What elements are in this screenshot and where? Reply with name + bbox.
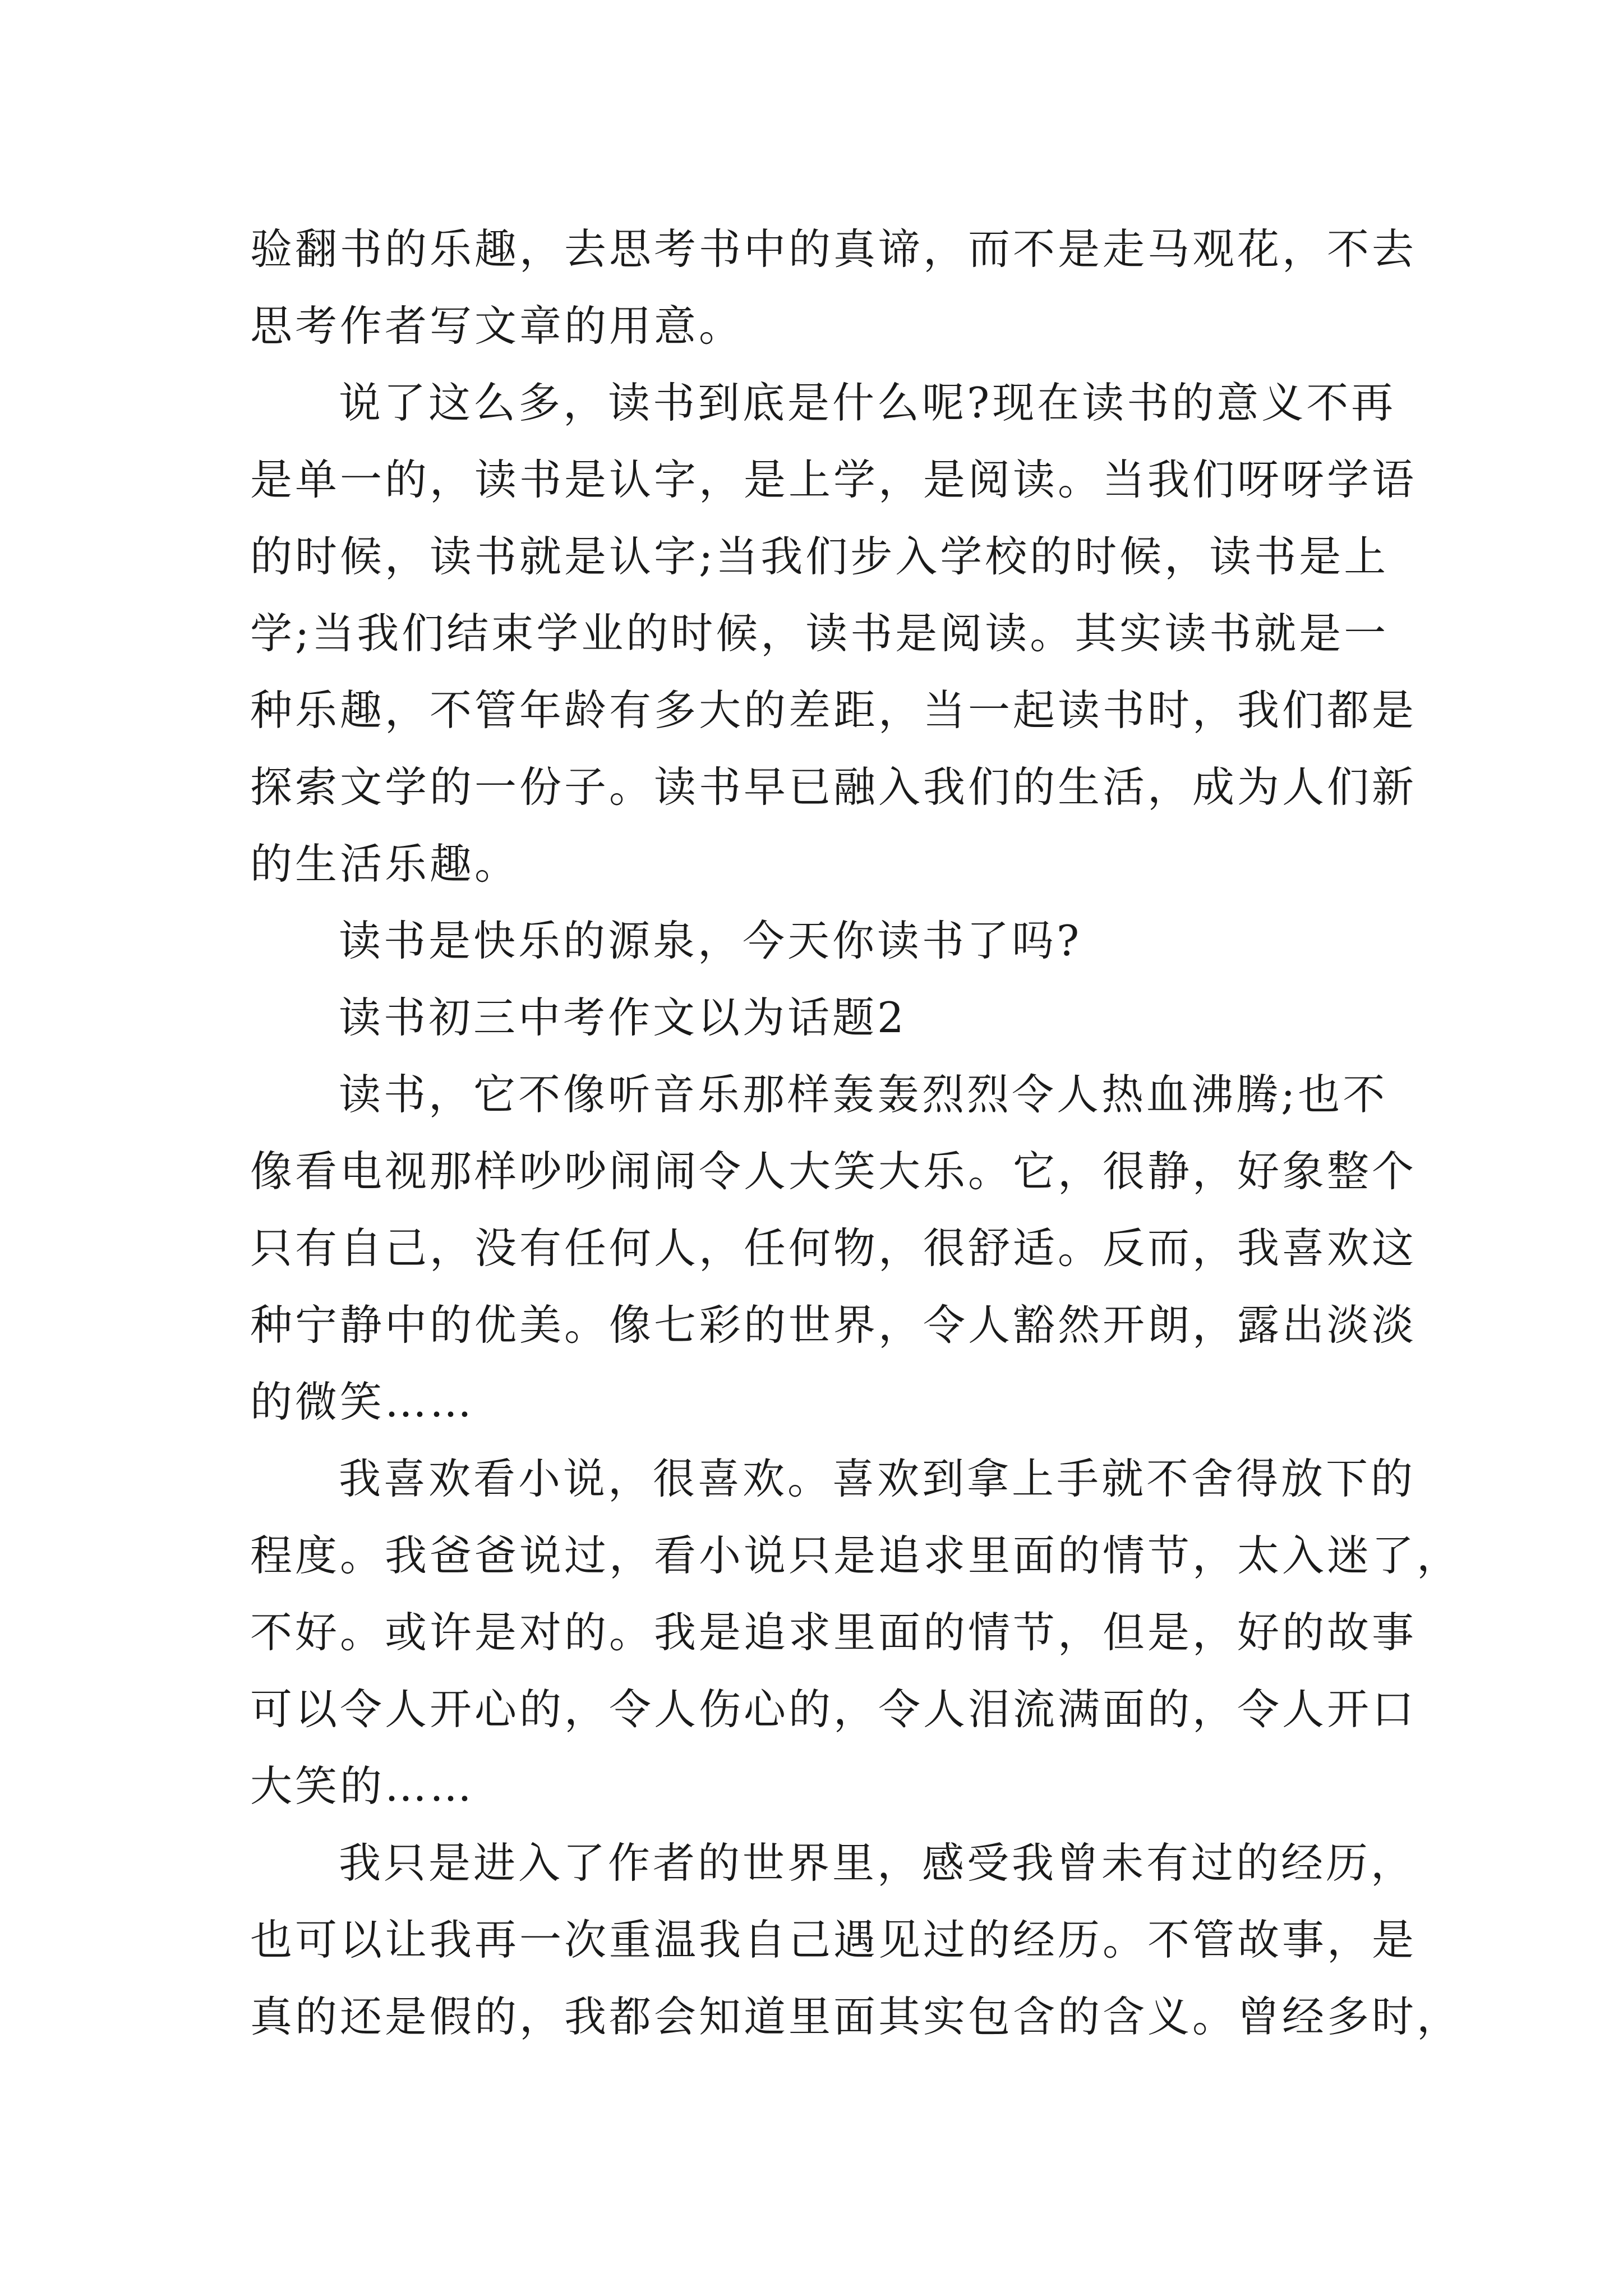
text-line: 种宁静中的优美。像七彩的世界，令人豁然开朗，露出淡淡	[250, 1300, 1417, 1350]
text-line: 我喜欢看小说，很喜欢。喜欢到拿上手就不舍得放下的	[339, 1454, 1416, 1503]
text-line: 思考作者写文章的用意。	[250, 301, 744, 351]
text-line: 程度。我爸爸说过，看小说只是追求里面的情节，太入迷了，	[250, 1531, 1462, 1580]
text-line: 的时候，读书就是认字;当我们步入学校的时候，读书是上	[250, 532, 1389, 581]
text-line: 不好。或许是对的。我是追求里面的情节，但是，好的故事	[250, 1608, 1417, 1657]
section-heading: 读书初三中考作文以为话题2	[339, 993, 907, 1042]
text-line: 真的还是假的，我都会知道里面其实包含的含义。曾经多时，	[250, 1992, 1462, 2041]
text-line: 也可以让我再一次重温我自己遇见过的经历。不管故事，是	[250, 1915, 1417, 1964]
text-line: 像看电视那样吵吵闹闹令人大笑大乐。它，很静，好象整个	[250, 1147, 1417, 1196]
text-line: 种乐趣，不管年龄有多大的差距，当一起读书时，我们都是	[250, 685, 1417, 735]
text-line: 只有自己，没有任何人，任何物，很舒适。反而，我喜欢这	[250, 1223, 1417, 1273]
text-line: 学;当我们结束学业的时候，读书是阅读。其实读书就是一	[250, 609, 1389, 658]
text-line: 说了这么多，读书到底是什么呢?现在读书的意义不再	[339, 378, 1396, 427]
text-line: 大笑的……	[250, 1761, 475, 1811]
text-line: 的微笑……	[250, 1377, 475, 1427]
text-line: 我只是进入了作者的世界里，感受我曾未有过的经历，	[339, 1838, 1416, 1888]
text-line: 的生活乐趣。	[250, 839, 520, 889]
text-line: 验翻书的乐趣，去思考书中的真谛，而不是走马观花，不去	[250, 224, 1417, 274]
text-line: 是单一的，读书是认字，是上学，是阅读。当我们呀呀学语	[250, 455, 1417, 504]
text-line: 探索文学的一份子。读书早已融入我们的生活，成为人们新	[250, 762, 1417, 812]
essay-body	[250, 211, 1462, 2055]
text-line: 读书是快乐的源泉，今天你读书了吗?	[339, 916, 1082, 965]
text-line: 读书，它不像听音乐那样轰轰烈烈令人热血沸腾;也不	[339, 1070, 1388, 1119]
text-line: 可以令人开心的，令人伤心的，令人泪流满面的，令人开口	[250, 1685, 1417, 1734]
